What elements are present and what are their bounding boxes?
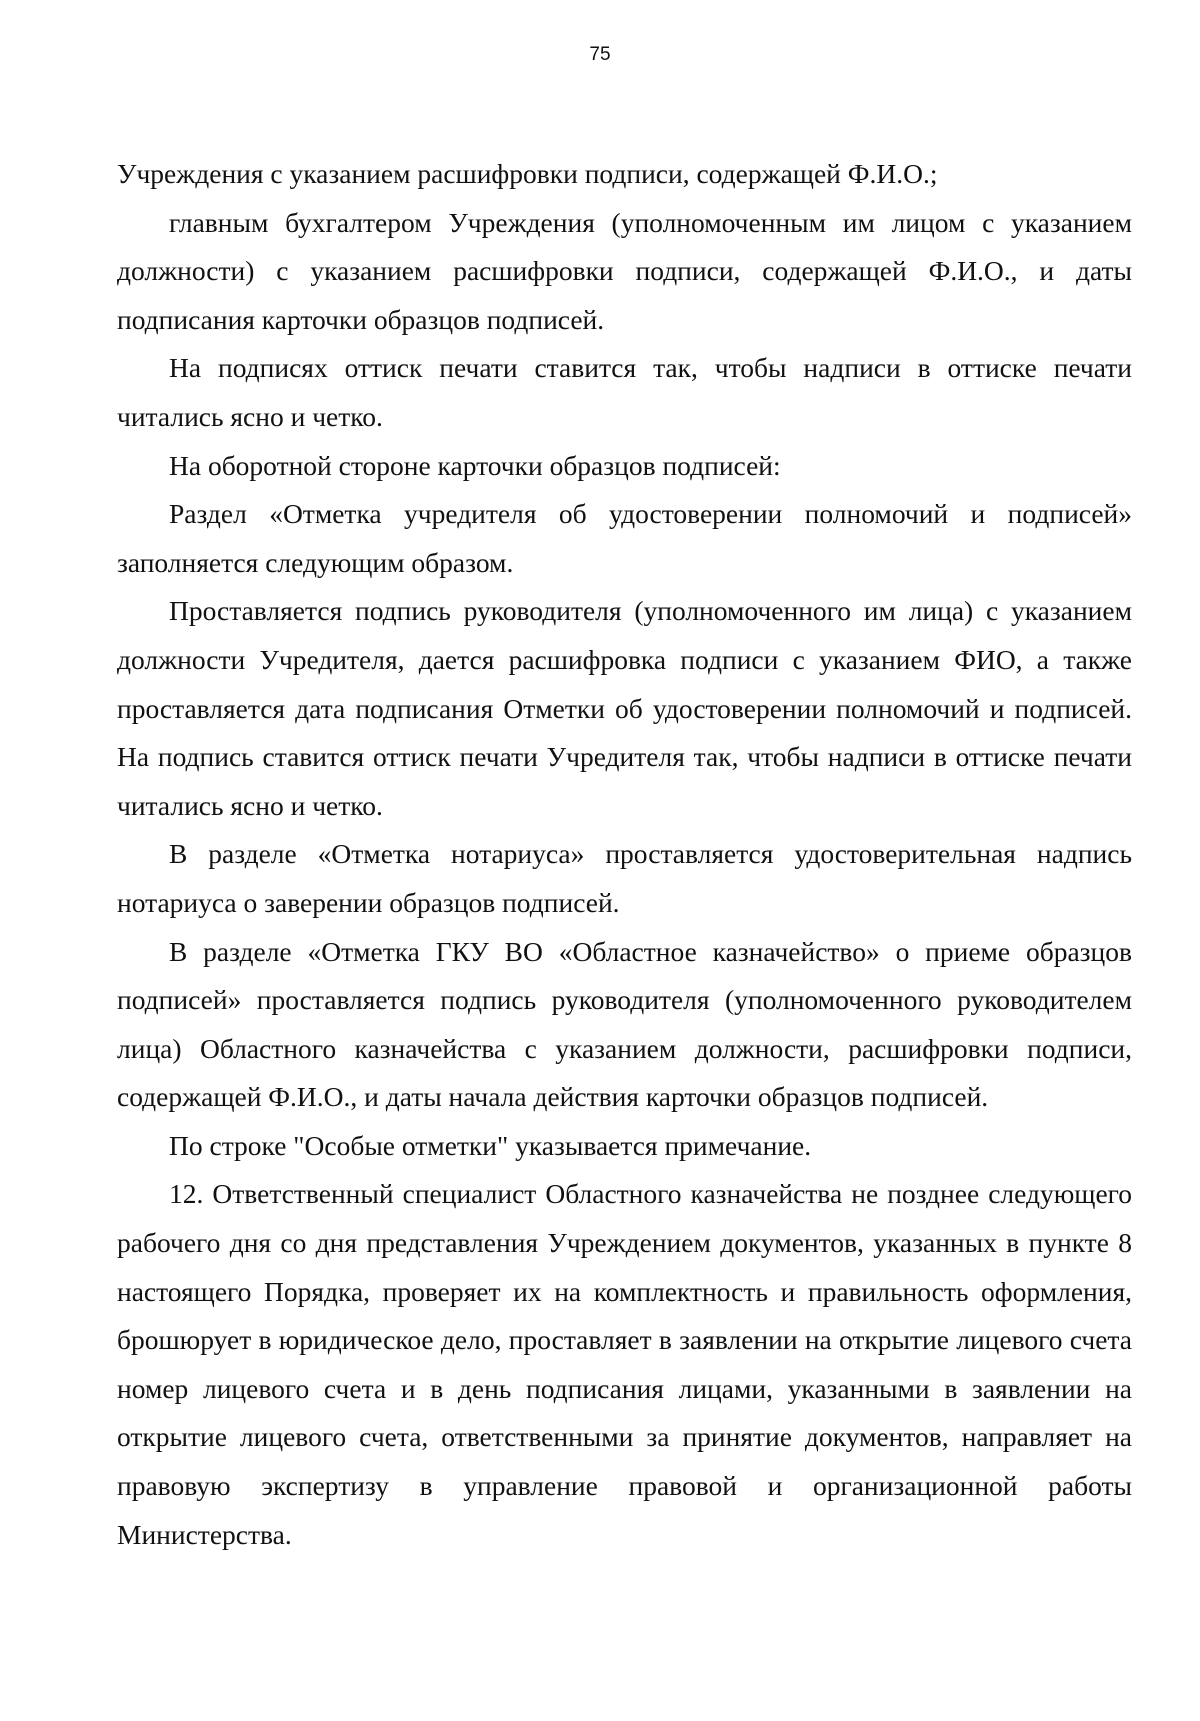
paragraph-notary-section: В разделе «Отметка нотариуса» проставляется удостоверительная надпись нотариуса о заверении образцов подписей. bbox=[117, 838, 1132, 918]
paragraph-special-notes: По строке "Особые отметки" указывается примечание. bbox=[169, 1129, 812, 1161]
paragraph-founder-section: Раздел «Отметка учредителя об удостоверении полномочий и подписей» заполняется следующим образом. bbox=[117, 498, 1132, 578]
paragraph-seal-imprint: На подписях оттиск печати ставится так, чтобы надписи в оттиске печати читались ясно и четко. bbox=[117, 352, 1132, 432]
paragraph-continuation: Учреждения с указанием расшифровки подписи, содержащей Ф.И.О.; bbox=[117, 158, 938, 189]
document-body bbox=[117, 150, 1132, 1559]
paragraph-item-12: 12. Ответственный специалист Областного казначейства не позднее следующего рабочего дня со дня представления Учреждением документов, указанных в пункте 8 настоящего Порядка, проверяет их на комплектность и правильность оформления, брошюрует в юридическое дело, проставляет в заявлении на открытие лицевого счета номер лицевого счета и в день подписания лицами, указанными в заявлении на открытие лицевого счета, ответственными за принятие документов, направляет на правовую экспертизу в управление правовой и организационной работы Министерства. bbox=[117, 1178, 1132, 1550]
paragraph-founder-signature: Проставляется подпись руководителя (уполномоченного им лица) с указанием должности Учредителя, дается расшифровка подписи с указанием ФИО, а также проставляется дата подписания Отметки об удостоверении полномочий и подписей. На подпись ставится оттиск печати Учредителя так, чтобы надписи в оттиске печати читались ясно и четко. bbox=[117, 595, 1132, 821]
paragraph-chief-accountant: главным бухгалтером Учреждения (уполномоченным им лицом с указанием должности) с указанием расшифровки подписи, содержащей Ф.И.О., и даты подписания карточки образцов подписей. bbox=[117, 206, 1132, 335]
paragraph-treasury-section: В разделе «Отметка ГКУ ВО «Областное казначейство» о приеме образцов подписей» проставляется подпись руководителя (уполномоченного руководителем лица) Областного казначейства с указанием должности, расшифровки подписи, содержащей Ф.И.О., и даты начала действия карточки образцов подписей. bbox=[117, 935, 1132, 1113]
paragraph-reverse-side: На оборотной стороне карточки образцов подписей: bbox=[169, 449, 781, 481]
page-number: 75 bbox=[589, 44, 611, 65]
